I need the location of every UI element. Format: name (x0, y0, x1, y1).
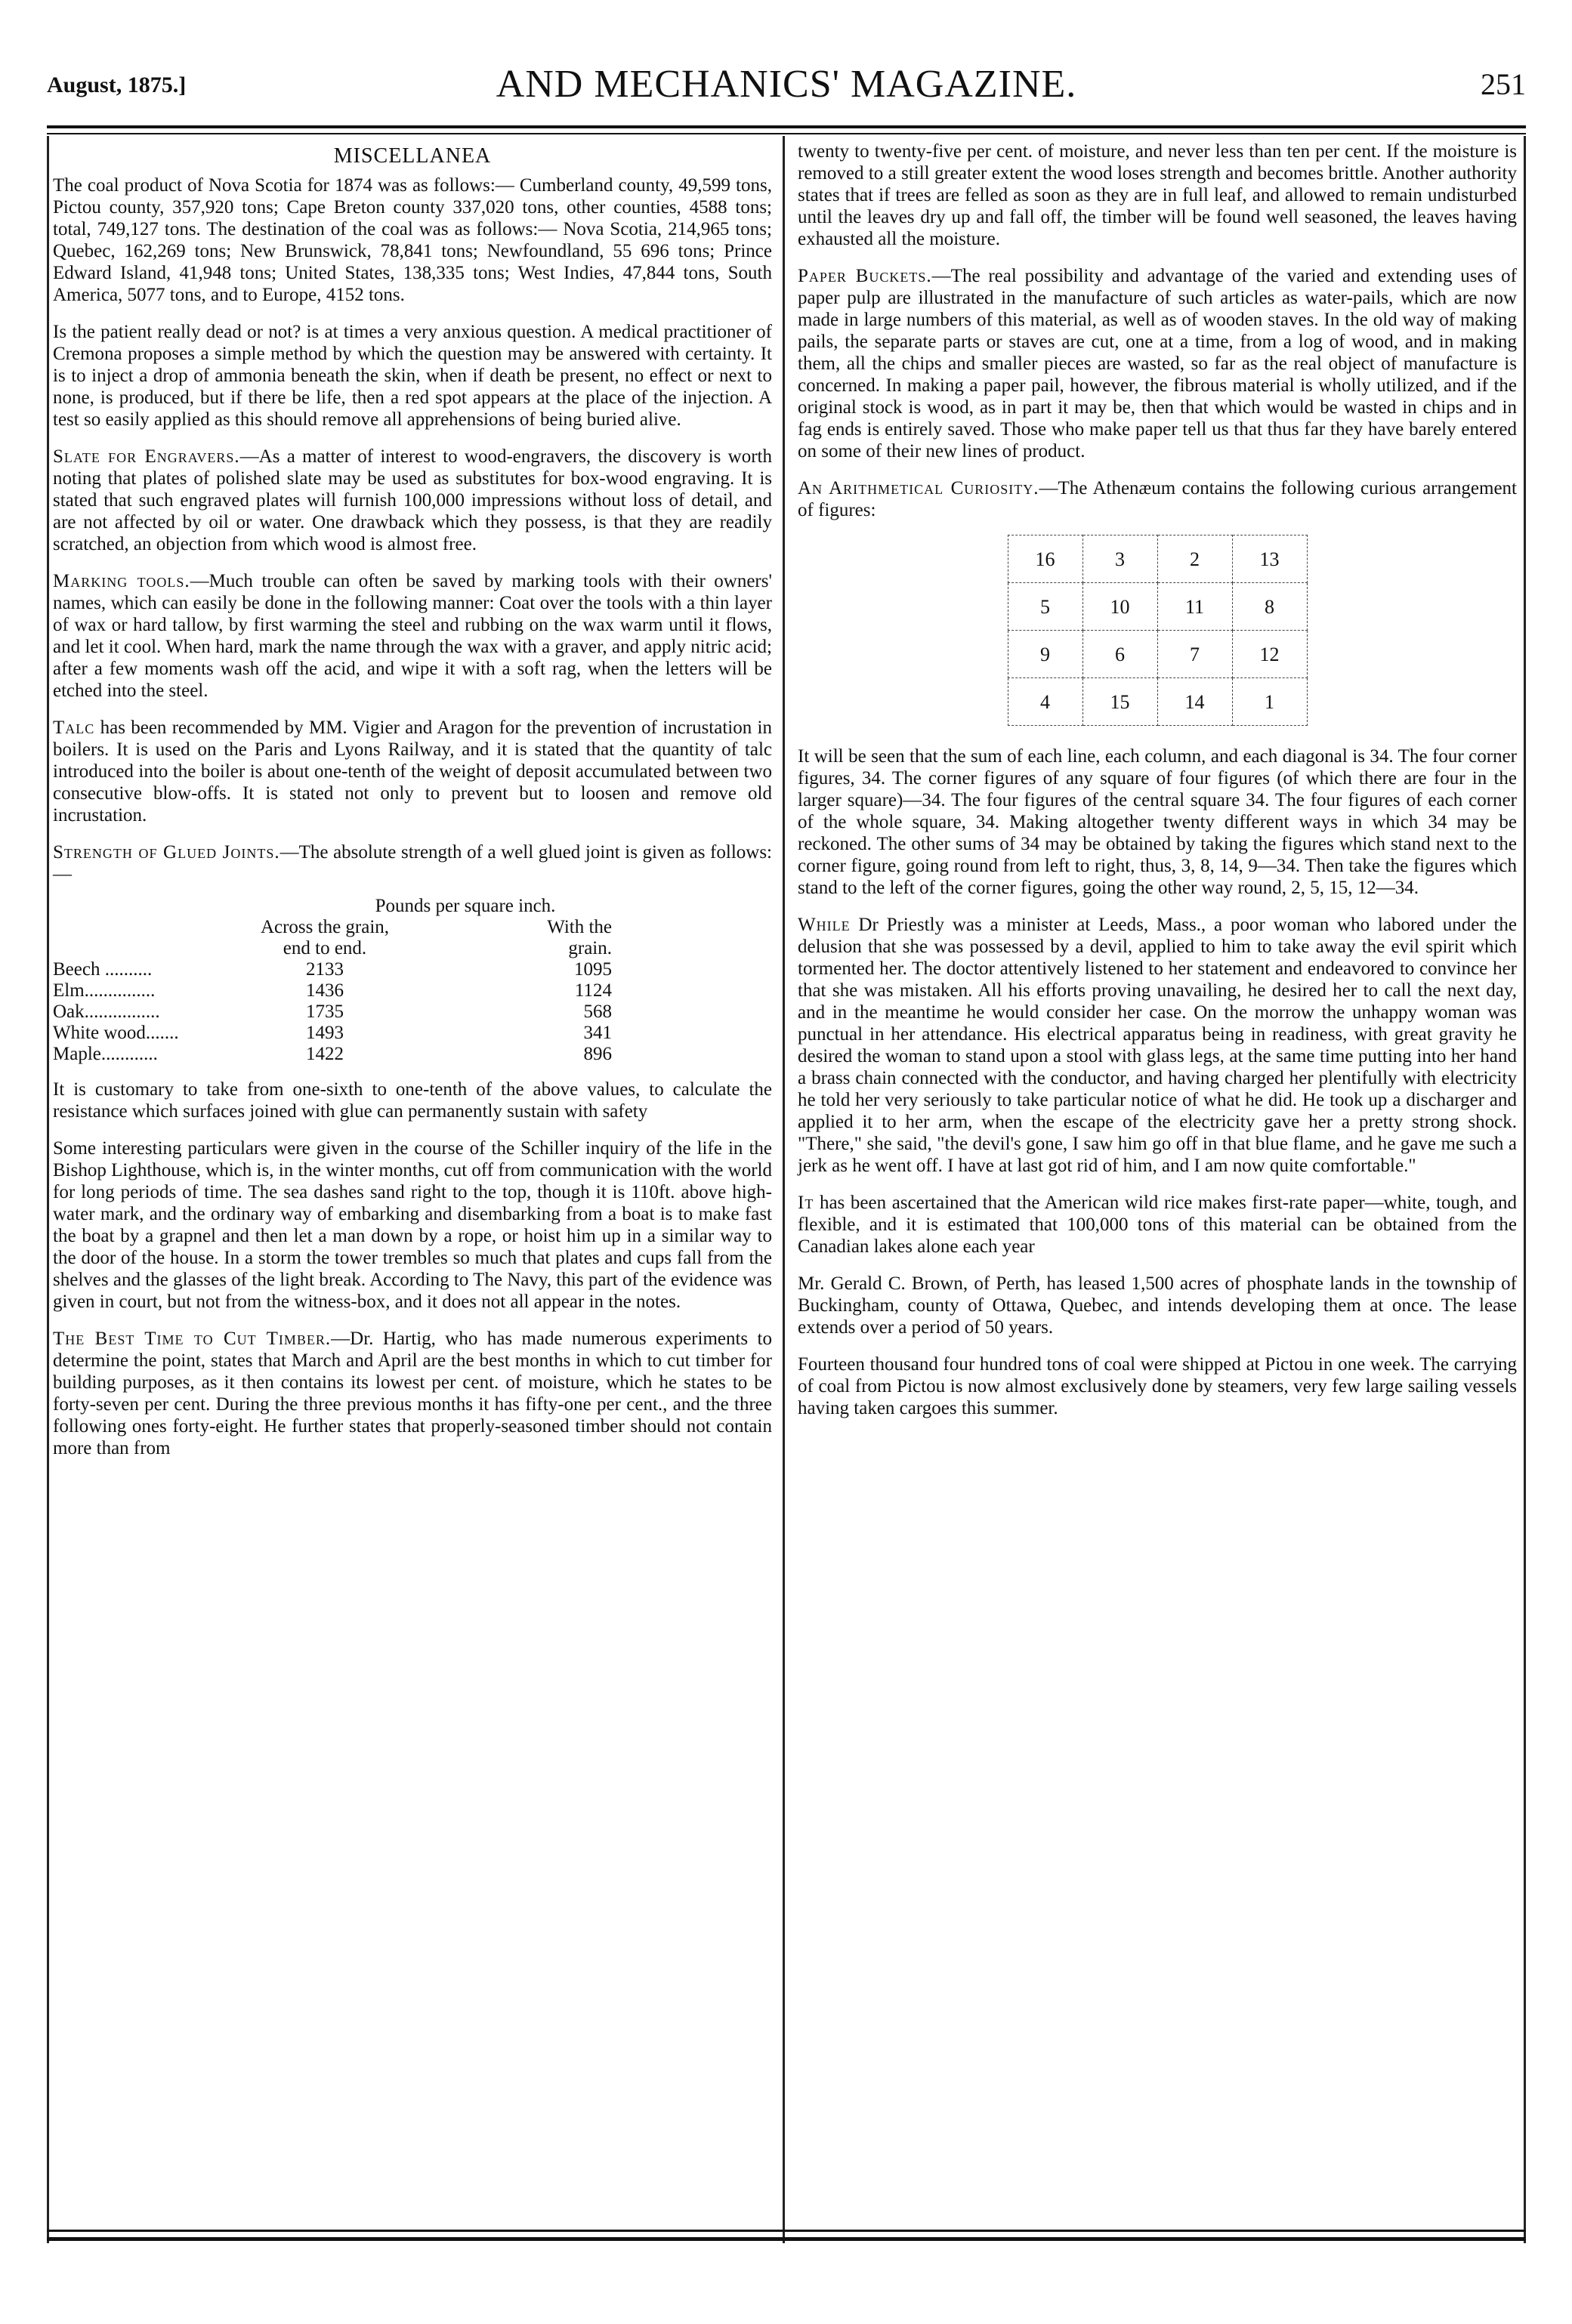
footer-rule (47, 2230, 1526, 2232)
article-text: —Dr. Hartig, who has made numerous experiments to determine the point, states that March and April are the best months in which to cut timber for building purposes, as it then contains its lowest per cent. of moisture, which he states to be forty-seven per cent. During the three previous months it has fifty-one per cent., and the three following ones forty-eight. He further states that properly-seasoned timber should not contain more than from (53, 1329, 773, 1458)
table-row (53, 1023, 772, 1044)
magic-square-cell: 5 (1008, 583, 1082, 631)
wood-name: White wood....... (53, 1023, 179, 1043)
article-brown: Mr. Gerald C. Brown, of Perth, has leased 1,500 acres of phosphate lands in the township of Buckingham, county of Ottawa, Quebec, and intends developing them at once. The lease extends over a period of 50 years. (798, 1273, 1517, 1338)
wood-name: Oak................ (53, 1002, 160, 1022)
magic-square-cell: 7 (1157, 631, 1232, 678)
magic-square-cell: 14 (1157, 678, 1232, 726)
article-timber-continued: twenty to twenty-five per cent. of moisture, and never less than ten per cent. If the moisture is removed to a still greater extent the wood loses strength and becomes brittle. Another authority states that if trees are felled as soon as they are in full leaf, and allowed to remain undisturbed until the leaves dry up and fall off, the timber will be found well seasoned, the leaves having exhausted all the moisture. (798, 141, 1517, 249)
article-text: —The Athenæum contains the following curious arrangement of figures: (798, 478, 1517, 520)
article-customary: It is customary to take from one-sixth to one-tenth of the above values, to calculate the resistance which surfaces joined with glue can permanently sustain with safety (53, 1079, 772, 1122)
left-border-rule (47, 136, 49, 2243)
article-text: has been recommended by MM. Vigier and Aragon for the prevention of incrustation in boilers. It is used on the Paris and Lyons Railway, and it is stated that the quantity of talc introduced into the boiler is about one-tenth of the weight of deposit accumulated between two consecutive blow-offs. It is stated not only to prevent but to loosen and remove old incrustation. (53, 718, 772, 826)
article-marking (53, 570, 772, 702)
magic-square-cell: 8 (1232, 583, 1307, 631)
page-header (47, 62, 1526, 107)
article-lead: Talc (53, 718, 95, 738)
article-priestly (798, 914, 1517, 1177)
article-text: —The absolute strength of a well glued joint is given as follows:— (53, 842, 772, 884)
article-talc (53, 717, 772, 826)
article-lead: Strength of Glued Joints. (53, 842, 280, 863)
table-header-row (53, 938, 772, 959)
article-timber (53, 1328, 772, 1459)
article-pictou: Fourteen thousand four hundred tons of coal were shipped at Pictou in one week. The carrying of coal from Pictou is now almost exclusively done by steamers, very few large sailing vessels having taken cargoes this summer. (798, 1354, 1517, 1418)
magic-square-cell: 3 (1082, 535, 1157, 583)
wood-name: Beech .......... (53, 959, 153, 980)
right-column (798, 140, 1517, 1434)
article-text: —The real possibility and advantage of the varied and extending uses of paper pulp are illustrated in the manufacture of such articles as water-pails, which are now made in large numbers of this material, as well as of wooden staves. In the old way of making pails, the separate parts or staves are cut, one at a time, from a log of wood, and in making them, all the chips and smaller pieces are wasted, so far as the real object of manufacture is concerned. In making a paper pail, however, the fibrous material is wholly utilized, and if the original stock is wood, as in part it may be, then that which would be wasted in chips and in fag ends is entirely saved. Those who make paper tell us that thus far they have barely entered on some of their new lines of product. (798, 266, 1517, 461)
wood-name: Elm............... (53, 980, 156, 1001)
section-title: MISCELLANEA (333, 144, 492, 168)
header-rule (47, 125, 1526, 128)
article-sum: It will be seen that the sum of each line, each column, and each diagonal is 34. The four corner figures, 34. The corner figures of any square of four figures (of which there are four in the larger square)—34. The four figures of the central square 34. The four figures of each corner of the whole square, 34. Making altogether twenty different ways in which 34 may be reckoned. The other sums of 34 may be obtained by taking the figures which stand next to the corner figure, going round from left to right, thus, 3, 8, 14, 9—34. Then take the figures which stand to the left of the corner figures, going the other way round, 2, 5, 15, 12—34. (798, 746, 1517, 898)
article-wild-rice (798, 1192, 1517, 1258)
across-value: 1436 (306, 980, 344, 1001)
page-number: 251 (1481, 67, 1526, 101)
article-patient: Is the patient really dead or not? is at times a very anxious question. A medical practitioner of Cremona proposes a simple method by which the question may be answered with certainty. It is to inject a drop of ammonia beneath the skin, when if death be present, no effect or next to none, is produced, but if there be life, then a red spot appears at the place of the injection. A test so easily applied as this should remove all apprehensions of being buried alive. (53, 322, 772, 430)
magic-square-cell: 13 (1232, 535, 1307, 583)
column-header-across: Across the grain, (260, 917, 390, 937)
article-lead: The Best Time to Cut Timber. (53, 1329, 332, 1349)
magic-square-cell: 11 (1157, 583, 1232, 631)
with-value: 568 (583, 1002, 612, 1022)
across-value: 2133 (306, 959, 344, 980)
with-value: 1124 (574, 980, 612, 1001)
column-divider (783, 136, 785, 2243)
article-lead: Paper Buckets. (798, 266, 932, 286)
column-header-with: grain. (568, 938, 612, 958)
table-row (53, 1044, 772, 1065)
right-border-rule (1524, 136, 1526, 2243)
column-header-across: end to end. (283, 938, 367, 958)
article-glued-joints (53, 841, 772, 885)
article-lead: It (798, 1193, 814, 1213)
article-lighthouse: Some interesting particulars were given in the course of the Schiller inquiry of the life in the Bishop Lighthouse, which is, in the winter months, cut off from communication with the world for long periods of time. The sea dashes sand right to the top, though it is 110ft. above high-water mark, and the ordinary way of embarking and disembarking from a boat is to make fast the boat by a grapnel and then let a man down by a rope, or hoist him up in a similar way to the door of the house. In a storm the tower trembles so much that plates and cups fall from the shelves and the glasses of the light break. According to The Navy, this part of the evidence was given in court, but not from the witness-box, and it does not all appear in the notes. (53, 1138, 772, 1312)
magic-square-row (1008, 583, 1307, 631)
table-header-row (53, 917, 772, 938)
article-paper-buckets (798, 265, 1517, 462)
magic-square-cell: 10 (1082, 583, 1157, 631)
glue-strength-table (53, 896, 772, 1065)
article-text: has been ascertained that the American wild rice makes first-rate paper—white, tough, and flexible, and it is estimated that 100,000 tons of this material can be obtained from the Canadian lakes alone each year (798, 1193, 1517, 1257)
article-lead: Marking tools. (53, 571, 190, 591)
magic-square-row (1008, 631, 1307, 678)
magic-square-cell: 16 (1008, 535, 1082, 583)
magic-square-cell: 12 (1232, 631, 1307, 678)
article-arithmetical (798, 477, 1517, 521)
article-text: Dr Priestly was a minister at Leeds, Mass., a poor woman who labored under the delusion that she was possessed by a devil, applied to him to take away the evil spirit which tormented her. The doctor attentively listened to her statement and endeavored to convince her that she was mistaken. All his efforts proving unavailing, he desired her to call the next day, and in the meantime he would consider her case. On the morrow the unhappy woman was punctual in her attendance. His electrical apparatus being in readiness, with great gravity he desired the woman to stand upon a stool with glass legs, at the same time putting into her hand a brass chain connected with the conductor, and having charged her plentifully with electricity he told her very seriously to take particular notice of what he did. He took up a discharger and applied it to her arm, when the escape of the electricity gave her a pretty strong shock. "There," she said, "the devil's gone, I saw him go off in that blue flame, and he gave me such a jerk as he went off. I have at last got rid of him, and I am now quite comfortable." (798, 915, 1517, 1176)
magic-square-row (1008, 535, 1307, 583)
magic-square-cell: 15 (1082, 678, 1157, 726)
running-title: AND MECHANICS' MAGAZINE. (496, 63, 1077, 106)
across-value: 1735 (306, 1002, 344, 1022)
magic-square (1008, 535, 1308, 726)
with-value: 896 (583, 1044, 612, 1064)
table-body (53, 959, 772, 1065)
table-heading: Pounds per square inch. (375, 896, 556, 916)
across-value: 1422 (306, 1044, 344, 1064)
wood-name: Maple............ (53, 1044, 158, 1064)
issue-date: August, 1875.] (47, 73, 187, 97)
article-lead: While (798, 915, 851, 935)
table-row (53, 980, 772, 1002)
article-lead: An Arithmetical Curiosity. (798, 478, 1039, 498)
article-lead: Slate for Engravers. (53, 446, 240, 467)
article-text: —Much trouble can often be saved by marking tools with their owners' names, which can easily be done in the following manner: Coat over the tools with a thin layer of wax or hard tallow, by first warming the steel and rubbing on the wax warm until it flows, and let it cool. When hard, mark the name through the wax with a graver, and apply nitric acid; after a few moments wash off the acid, and wipe it with a soft rag, when the letters will be etched into the steel. (53, 571, 772, 701)
article-coal: The coal product of Nova Scotia for 1874 was as follows:— Cumberland county, 49,599 tons, Pictou county, 357,920 tons; Cape Breton county 337,020 tons, other counties, 4588 tons; total, 749,127 tons. The destination of the coal was as follows:— Nova Scotia, 214,965 tons; Quebec, 162,269 tons; New Brunswick, 78,841 tons; Newfoundland, 55 696 tons; Prince Edward Island, 41,948 tons; United States, 138,335 tons; West Indies, 47,844 tons, South America, 5077 tons, and to Europe, 4152 tons. (53, 175, 772, 305)
with-value: 1095 (574, 959, 612, 980)
with-value: 341 (583, 1023, 612, 1043)
magic-square-figure (798, 535, 1517, 726)
magic-square-cell: 6 (1082, 631, 1157, 678)
column-header-with: With the (547, 917, 612, 937)
article-slate (53, 446, 772, 555)
magic-square-row (1008, 678, 1307, 726)
across-value: 1493 (306, 1023, 344, 1043)
magic-square-cell: 1 (1232, 678, 1307, 726)
table-row (53, 959, 772, 980)
magic-square-cell: 9 (1008, 631, 1082, 678)
article-text: —As a matter of interest to wood-engravers, the discovery is worth noting that plates of polished slate may be used as substitutes for box-wood engraving. It is stated that such engraved plates will furnish 100,000 impressions without loss of detail, and are not affected by oil or water. One drawback which they possess, is that they are readily scratched, an objection from which wood is almost free. (53, 446, 773, 554)
left-column (53, 140, 772, 1474)
magic-square-cell: 2 (1157, 535, 1232, 583)
header-rule-thin (47, 133, 1526, 134)
magic-square-cell: 4 (1008, 678, 1082, 726)
footer-rule-thick (47, 2237, 1526, 2241)
table-row (53, 1002, 772, 1023)
